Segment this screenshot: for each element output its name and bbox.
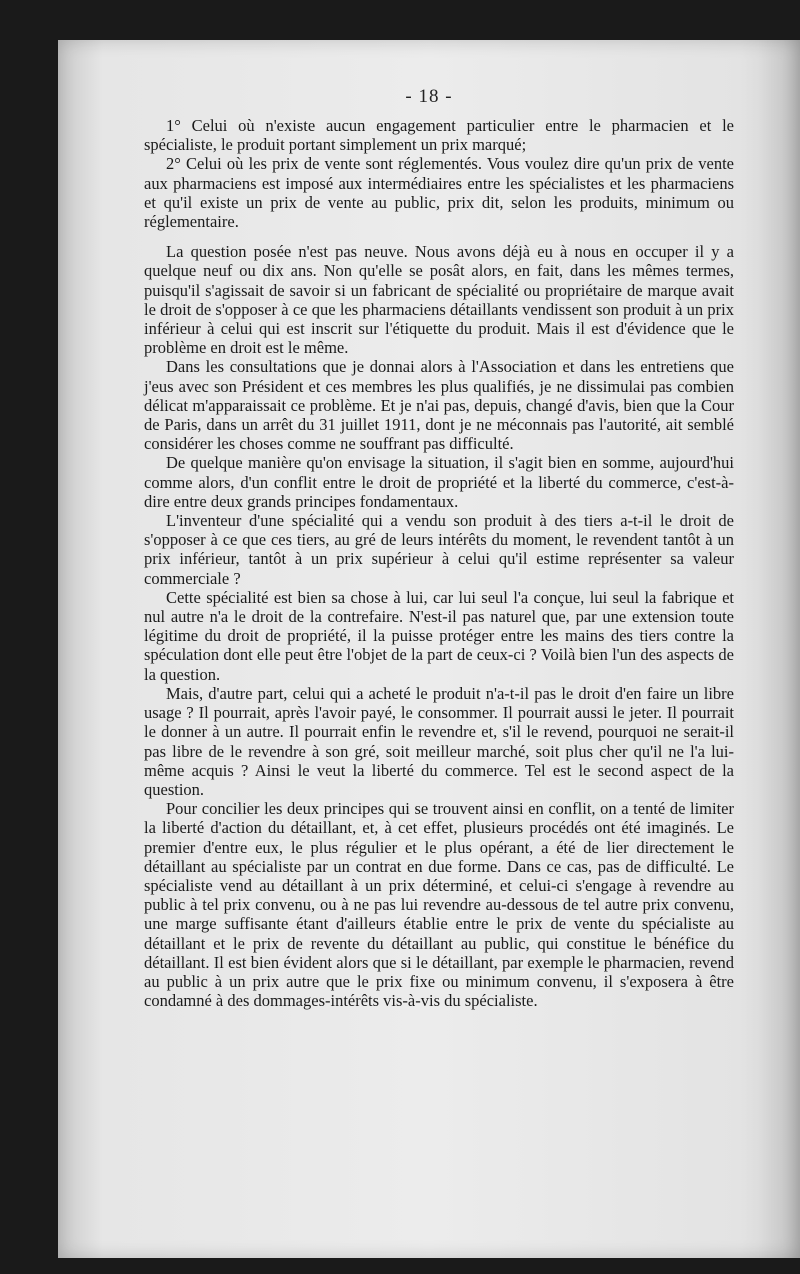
page-number: - 18 -	[405, 86, 453, 107]
body-text	[144, 116, 734, 1010]
paragraph: Dans les consultations que je donnai alors à l'Association et dans les entretiens que j'eus avec son Président et ces membres les plus qualifiés, je ne dissimulai pas combien délicat m'apparaissait ce problème. Et je n'ai pas, depuis, changé d'avis, bien que la Cour de Paris, dans un arrêt du 31 juillet 1911, dont je ne méconnais pas l'autorité, ait semblé considérer les choses comme ne souffrant pas difficulté.	[144, 357, 734, 454]
paragraph: 2° Celui où les prix de vente sont réglementés. Vous voulez dire qu'un prix de vente aux pharmaciens est imposé aux intermédiaires entre les spécialistes et les pharmaciens et qu'il existe un prix de vente au public, prix dit, selon les produits, minimum ou réglementaire.	[144, 154, 734, 232]
paragraph: Mais, d'autre part, celui qui a acheté le produit n'a-t-il pas le droit d'en faire un libre usage ? Il pourrait, après l'avoir payé, le consommer. Il pourrait aussi le jeter. Il pourrait le donner à un autre. Il pourrait enfin le revendre et, s'il le revend, pourquoi ne serait-il pas libre de le revendre à son gré, soit meilleur marché, soit plus cher qu'il ne l'a lui-même acquis ? Ainsi le veut la liberté du commerce. Tel est le second aspect de la question.	[144, 683, 734, 799]
paragraph: Cette spécialité est bien sa chose à lui, car lui seul l'a conçue, lui seul la fabrique et nul autre n'a le droit de la contrefaire. N'est-il pas naturel que, par une extension toute légitime du droit de propriété, il la puisse protéger entre les mains des tiers contre la spéculation dont elle peut être l'objet de la part de ceux-ci ? Voilà bien l'un des aspects de la question.	[144, 587, 734, 684]
paragraph: De quelque manière qu'on envisage la situation, il s'agit bien en somme, aujourd'hui comme alors, d'un conflit entre le droit de propriété et la liberté du commerce, c'est-à-dire entre deux grands principes fondamentaux.	[144, 453, 734, 511]
page-shadow-edge	[758, 40, 800, 1258]
paragraph: Pour concilier les deux principes qui se trouvent ainsi en conflit, on a tenté de limiter la liberté d'action du détaillant, et, à cet effet, plusieurs procédés ont été imaginés. Le premier d'entre eux, le plus régulier et le plus opérant, a été de lier directement le détaillant au spécialiste par un contrat en due forme. Dans ce cas, pas de difficulté. Le spécialiste vend au détaillant à un prix déterminé, et celui-ci s'engage à revendre au public à tel prix convenu, ou à ne pas lui revendre au-dessous de tel autre prix convenu, une marge suffisante étant d'ailleurs établie entre le prix de vente du spécialiste au détaillant et le prix de revente du détaillant au public, qui constitue le bénéfice du détaillant. Il est bien évident alors que si le détaillant, par exemple le pharmacien, revend au public à un prix autre que le prix fixe ou minimum convenu, il s'exposera à être condamné à des dommages-intérêts vis-à-vis du spécialiste.	[144, 799, 734, 1011]
paper-page	[58, 40, 800, 1258]
paragraph: La question posée n'est pas neuve. Nous avons déjà eu à nous en occuper il y a quelque neuf ou dix ans. Non qu'elle se posât alors, en fait, dans les mêmes termes, puisqu'il s'agissait de savoir si un fabricant de spécialité ou propriétaire de marque avait le droit de s'opposer à ce que les pharmaciens détaillants vendissent son produit à un prix inférieur à celui qui est inscrit sur l'étiquette du produit. Mais il est d'évidence que le problème en droit est le même.	[144, 242, 734, 358]
paragraph: 1° Celui où n'existe aucun engagement particulier entre le pharmacien et le spécialiste, le produit portant simplement un prix marqué;	[144, 116, 734, 155]
paragraph: L'inventeur d'une spécialité qui a vendu son produit à des tiers a-t-il le droit de s'opposer à ce que ces tiers, au gré de leurs intérêts du moment, le revendent tantôt à un prix inférieur, tantôt à un prix supérieur à celui qu'il estime représenter sa valeur commerciale ?	[144, 511, 734, 588]
